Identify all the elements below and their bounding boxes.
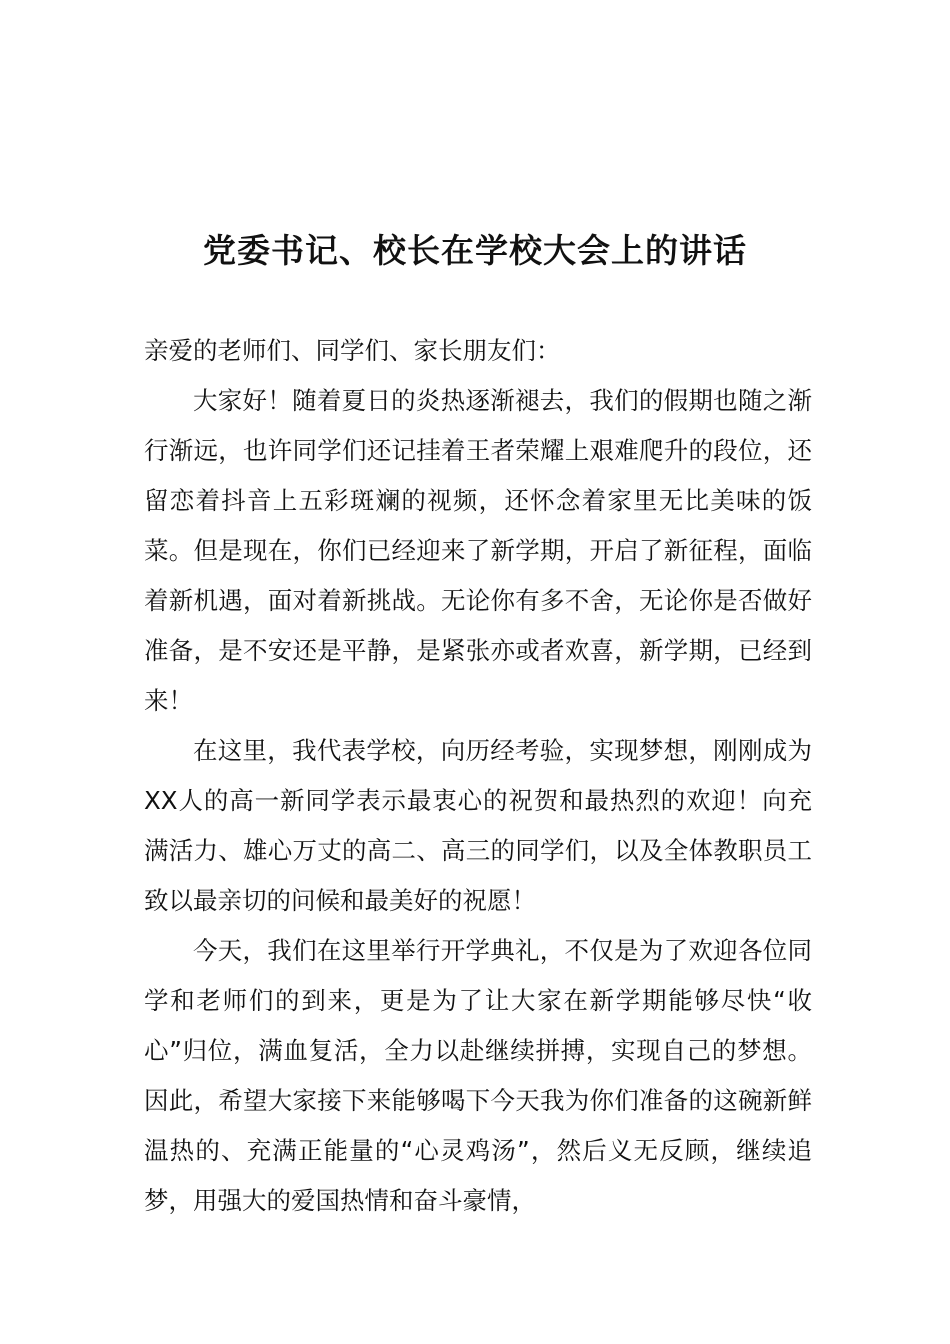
document-body (144, 326, 812, 1226)
document-title: 党委书记、校长在学校大会上的讲话 (203, 231, 747, 270)
paragraph: 在这里，我代表学校，向历经考验，实现梦想，刚刚成为XX人的高一新同学表示最衷心的祝贺和最热烈的欢迎！向充满活力、雄心万丈的高二、高三的同学们，以及全体教职员工致以最亲切的问候和最美好的祝愿！ (144, 736, 812, 915)
paragraph: 大家好！随着夏日的炎热逐渐褪去，我们的假期也随之渐行渐远，也许同学们还记挂着王者荣耀上艰难爬升的段位，还留恋着抖音上五彩斑斓的视频，还怀念着家里无比美味的饭菜。但是现在，你们已经迎来了新学期，开启了新征程，面临着新机遇，面对着新挑战。无论你有多不舍，无论你是否做好准备，是不安还是平静，是紧张亦或者欢喜，新学期，已经到来！ (144, 386, 812, 715)
paragraph: 今天，我们在这里举行开学典礼，不仅是为了欢迎各位同学和老师们的到来，更是为了让大家在新学期能够尽快“收心”归位，满血复活，全力以赴继续拼搏，实现自己的梦想。因此，希望大家接下来能够喝下今天我为你们准备的这碗新鲜温热的、充满正能量的“心灵鸡汤”，然后义无反顾，继续追梦，用强大的爱国热情和奋斗豪情， (144, 936, 812, 1215)
salutation: 亲爱的老师们、同学们、家长朋友们： (144, 336, 561, 365)
